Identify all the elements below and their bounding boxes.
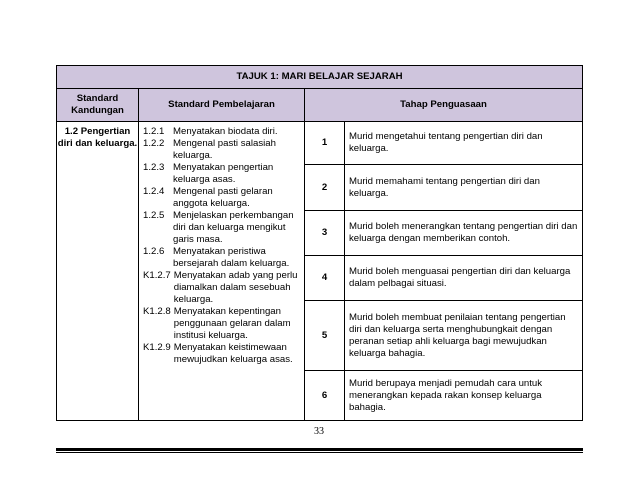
tahap-level: 5 [305,301,345,371]
footer-rule-thin [56,452,583,453]
sp-item: 1.2.5 Menjelaskan perkembangan diri dan keluarga mengikut garis masa. [143,210,294,245]
page-number: 33 [314,426,324,437]
tahap-level: 3 [305,211,345,256]
sp-item: 1.2.3 Menyatakan pengertian keluarga asas. [143,162,274,185]
standard-kandungan-cell: 1.2 Pengertian diri dan keluarga. [57,122,139,421]
tahap-level: 4 [305,256,345,301]
tahap-description: Murid mengetahui tentang pengertian diri dan keluarga. [345,122,583,165]
sp-item: K1.2.8 Menyatakan kepentingan penggunaan gelaran dalam institusi keluarga. [143,306,291,341]
tahap-description: Murid boleh membuat penilaian tentang pengertian diri dan keluarga serta menghubungkait dengan peranan setiap ahli keluarga bagi mewujudkan keluarga bahagia. [345,301,583,371]
standard-pembelajaran-cell [139,122,305,421]
tahap-level: 2 [305,165,345,211]
tahap-level: 1 [305,122,345,165]
tahap-description: Murid boleh menerangkan tentang pengertian diri dan keluarga dengan memberikan contoh. [345,211,583,256]
sp-item: 1.2.4 Mengenal pasti gelaran anggota keluarga. [143,186,273,209]
sp-item: K1.2.7 Menyatakan adab yang perlu diamalkan dalam sesebuah keluarga. [143,270,298,305]
header-tahap-penguasaan: Tahap Penguasaan [305,89,583,122]
tahap-level: 6 [305,371,345,421]
tahap-description: Murid memahami tentang pengertian diri dan keluarga. [345,165,583,211]
curriculum-table [56,65,583,421]
sp-item: 1.2.2 Mengenal pasti salasiah keluarga. [143,138,276,161]
sp-item: 1.2.6 Menyatakan peristiwa bersejarah dalam keluarga. [143,246,290,269]
tahap-description: Murid berupaya menjadi pemudah cara untuk menerangkan kepada rakan konsep keluarga bahagia. [345,371,583,421]
table-title: TAJUK 1: MARI BELAJAR SEJARAH [57,66,583,89]
header-standard-kandungan: Standard Kandungan [57,89,139,122]
footer-rule [56,448,583,451]
header-standard-pembelajaran: Standard Pembelajaran [139,89,305,122]
sp-item: 1.2.1 Menyatakan biodata diri. [143,126,278,137]
tahap-description: Murid boleh menguasai pengertian diri dan keluarga dalam pelbagai situasi. [345,256,583,301]
sp-item: K1.2.9 Menyatakan keistimewaan mewujudkan keluarga asas. [143,342,293,365]
